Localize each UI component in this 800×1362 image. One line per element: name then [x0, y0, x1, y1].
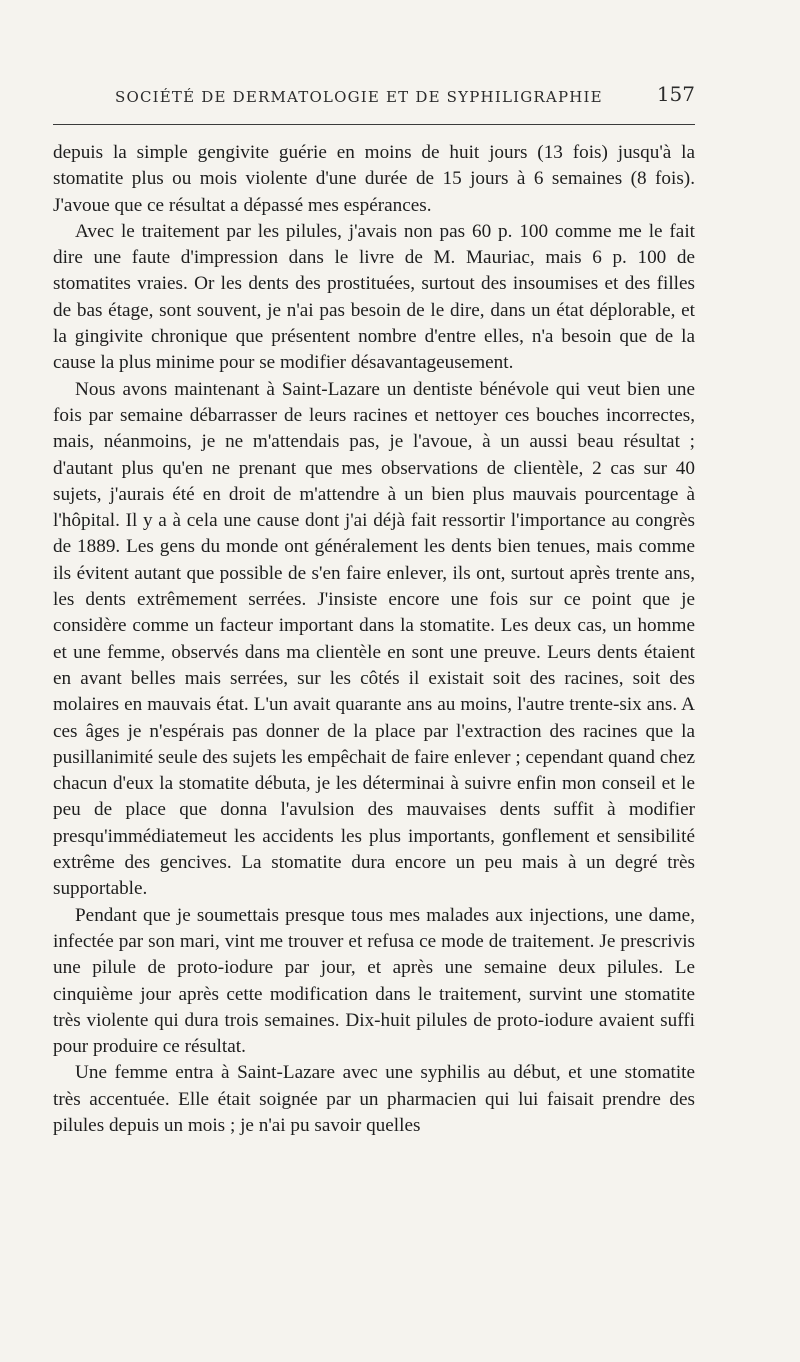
header-rule [53, 124, 695, 125]
paragraph: Nous avons maintenant à Saint-Lazare un dentiste bénévole qui veut bien une fois par semaine débarrasser de leurs racines et nettoyer ces bouches incorrectes, mais, néanmoins, je ne m'attendais pas, je l'avoue, à un aussi beau résultat ; d'autant plus qu'en ne prenant que mes observations de clientèle, 2 cas sur 40 sujets, j'aurais été en droit de m'attendre à un bien plus mauvais pourcentage à l'hôpital. Il y a à cela une cause dont j'ai déjà fait ressortir l'importance au congrès de 1889. Les gens du monde ont généralement les dents bien tenues, mais comme ils évitent autant que possible de s'en faire enlever, ils ont, surtout après trente ans, les dents extrêmement serrées. J'insiste encore une fois sur ce point que je considère comme un facteur important dans la stomatite. Les deux cas, un homme et une femme, observés dans ma clientèle en sont une preuve. Leurs dents étaient en avant belles mais serrées, sur les côtés il existait soit des racines, soit des molaires en mauvais état. L'un avait quarante ans au moins, l'autre trente-six ans. A ces âges je n'espérais pas donner de la place par l'extraction des racines que la pusillanimité seule des sujets les empêchait de faire enlever ; cependant quand chez chacun d'eux la stomatite débuta, je les déterminai à suivre enfin mon conseil et le peu de place que donna l'avulsion des mauvaises dents suffit à modifier presqu'immédiatemeut les accidents les plus importants, gonflement et sensibilité extrême des gencives. La stomatite dura encore un peu mais à un degré très supportable. [53, 378, 695, 900]
paragraph: Pendant que je soumettais presque tous mes malades aux injections, une dame, infectée par son mari, vint me trouver et refusa ce mode de traitement. Je prescrivis une pilule de proto-iodure par jour, et après une semaine deux pilules. Le cinquième jour après cette modification dans le traitement, survint une stomatite très violente qui dura trois semaines. Dix-huit pilules de proto-iodure avaient suffi pour produire ce résultat. [53, 904, 695, 1058]
running-title: SOCIÉTÉ DE DERMATOLOGIE ET DE SYPHILIGRAPHIE [115, 88, 603, 106]
page-number: 157 [656, 82, 695, 106]
body-text [53, 140, 695, 1139]
paragraph: Avec le traitement par les pilules, j'avais non pas 60 p. 100 comme me le fait dire une faute d'impression dans le livre de M. Mauriac, mais 6 p. 100 de stomatites vraies. Or les dents des prostituées, surtout des insoumises et des filles de bas étage, sont souvent, je n'ai pas besoin de le dire, dans un état déplorable, et la gingivite chronique que présentent nombre d'entre elles, n'a besoin que de la cause la plus minime pour se modifier désavantageusement. [53, 220, 695, 374]
paragraph: Une femme entra à Saint-Lazare avec une syphilis au début, et une stomatite très accentuée. Elle était soignée par un pharmacien qui lui faisait prendre des pilules depuis un mois ; je n'ai pu savoir quelles [53, 1062, 695, 1136]
running-head [53, 82, 695, 112]
paragraph: depuis la simple gengivite guérie en moins de huit jours (13 fois) jusqu'à la stomatite plus ou mois violente d'une durée de 15 jours à 6 semaines (8 fois). J'avoue que ce résultat a dépassé mes espérances. [53, 142, 695, 216]
